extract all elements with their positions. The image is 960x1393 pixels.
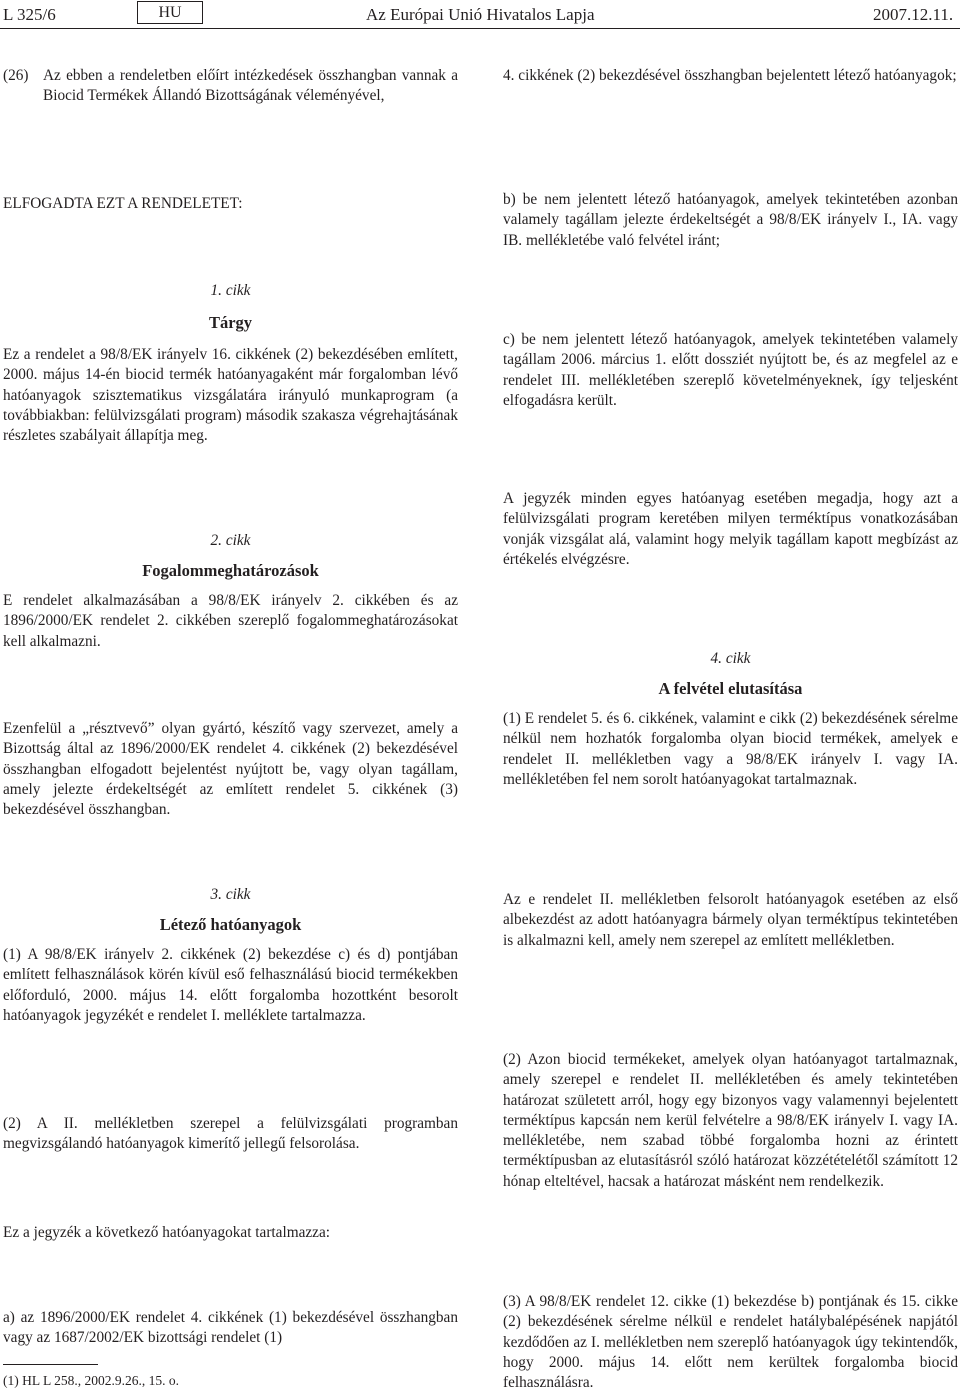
article-paragraph: (3) A 98/8/EK rendelet 12. cikke (1) bekezdése b) pontjának és 15. cikke (2) bekezdésének sérelme nélkül e rendelet hatálybalépésének napjától kezdődően az I. mellékletben nem szereplő hatóanyagok úgy tekintendők, hogy 2000. május 14. előtt nem kerültek forgalomba biocid felhasználásra. [503, 1293, 958, 1392]
article-title: A felvétel elutasítása [658, 679, 803, 698]
recital-number: (26) [3, 67, 29, 84]
article-2 [3, 531, 458, 652]
article-paragraph: E rendelet alkalmazásában a 98/8/EK irányelv 2. cikkében és az 1896/2000/EK rendelet 2. cikkében szereplő fogalommeghatározásokat kell alkalmazni. [3, 592, 458, 650]
article-paragraph: (2) Azon biocid termékeket, amelyek olyan hatóanyagot tartalmaznak, amely szerepel e rendelet II. mellékletében és amely tekintetében határozat született arról, hogy egy bizonyos vagy valamennyi bejelentett terméktípus kapcsán nem kerül felvételre a 98/8/EK irányelv I. vagy IA. mellékletébe, nem szabad többé forgalomba hozni az érintett terméktípusban az elutasításról szóló határozat közzétételétől számított 12 hónap elteltével, hacsak a határozat másként nem rendelkezik. [503, 1051, 958, 1190]
adoption-formula: ELFOGADTA EZT A RENDELETET: [3, 195, 243, 212]
list-item-a-continuation: 4. cikkének (2) bekezdésével összhangban bejelentett létező hatóanyagok; [503, 67, 957, 84]
article-text: Ez a rendelet a 98/8/EK irányelv 16. cikkének (2) bekezdésében említett, 2000. május 14-én biocid termék hatóanyagaként már forgalomban lévő hatóanyagok szisztematikus vizsgálatára irányuló munkaprogram (a továbbiakban: felülvizsgálati program) második szakasza végrehajtásának részletes szabályait állapítja meg. [3, 346, 458, 445]
article-paragraph: (1) E rendelet 5. és 6. cikkének, valamint e cikk (2) bekezdésének sérelme nélkül nem hozhatók forgalomba olyan biocid termékek, amelyek e rendelet II. mellékletben vagy a 98/8/EK irányelv I. vagy IA. mellékletében fel nem sorolt hatóanyagokat tartalmaznak. [503, 710, 958, 788]
article-paragraph: Ez a jegyzék a következő hatóanyagokat tartalmazza: [3, 1224, 331, 1241]
publication-date: 2007.12.11. [873, 5, 954, 24]
header-rule [0, 28, 960, 29]
article-1 [3, 281, 458, 446]
footnote-rule [3, 1364, 98, 1365]
page-reference: L 325/6 [3, 5, 56, 24]
article-4 [503, 649, 958, 790]
article-paragraph: Az e rendelet II. mellékletben felsorolt hatóanyagok esetében az első albekezdést az adott hatóanyagra bármely olyan terméktípus tekintetében is alkalmazni kell, amely nem szerepel az említett mellékletben. [503, 891, 958, 949]
language-badge: HU [137, 1, 203, 24]
article-number: 4. cikk [710, 650, 751, 667]
list-note: A jegyzék minden egyes hatóanyag esetében megadja, hogy azt a felülvizsgálati program keretében milyen terméktípus vonatkozásában vonják vizsgálat alá, valamint hogy melyik tagállam kapott megbízást az értékelés elvégzésre. [503, 490, 958, 568]
journal-title: Az Európai Unió Hivatalos Lapja [366, 5, 595, 24]
article-number: 3. cikk [210, 886, 251, 903]
article-3 [3, 885, 458, 1026]
article-number: 1. cikk [210, 282, 251, 299]
article-title: Tárgy [208, 313, 253, 332]
article-paragraph: (2) A II. mellékletben szerepel a felülvizsgálati programban megvizsgálandó hatóanyagok kimerítő jellegű felsorolása. [3, 1115, 458, 1153]
list-item-a: a) az 1896/2000/EK rendelet 4. cikkének (1) bekezdésével összhangban vagy az 1687/2002/EK bizottsági rendelet (1) [3, 1309, 458, 1347]
list-item-c: c) be nem jelentett létező hatóanyagok, amelyek tekintetében valamely tagállam 2006. március 1. előtt dossziét nyújtott be, és az megfelel az e rendelet III. mellékletében szereplő követelményeknek, így teljesként elfogadásra került. [503, 331, 958, 409]
footnote: (1) HL L 258., 2002.9.26., 15. o. [3, 1373, 179, 1388]
article-number: 2. cikk [210, 532, 251, 549]
recital-26 [3, 66, 458, 107]
recital-text: Az ebben a rendeletben előírt intézkedések összhangban vannak a Biocid Termékek Állandó Bizottságának véleményével, [43, 67, 458, 105]
article-paragraph: Ezenfelül a „résztvevő” olyan gyártó, készítő vagy szervezet, amely a Bizottság által az 1896/2000/EK rendelet 4. cikkének (2) bekezdésével összhangban elfogadott bejelentést nyújtott be, vagy olyan tagállam, amely jelezte érdekeltségét az említett rendelet 5. cikkének (3) bekezdésével összhangban. [3, 720, 458, 819]
list-item-b: b) be nem jelentett létező hatóanyagok, amelyek tekintetében azonban valamely tagállam jelezte érdekeltségét a 98/8/EK irányelv I., IA. vagy IB. mellékletébe való felvétel iránt; [503, 191, 958, 249]
article-title: Fogalommeghatározások [142, 561, 319, 580]
page-header [0, 0, 960, 36]
article-title: Létező hatóanyagok [159, 915, 302, 934]
article-paragraph: (1) A 98/8/EK irányelv 2. cikkének (2) bekezdése c) és d) pontjában említett felhasználások körén kívül eső felhasználású biocid termékekben előforduló, 2000. május 14. előtt forgalomba hozottként besorolt hatóanyagok jegyzékét e rendelet I. melléklete tartalmazza. [3, 946, 458, 1024]
